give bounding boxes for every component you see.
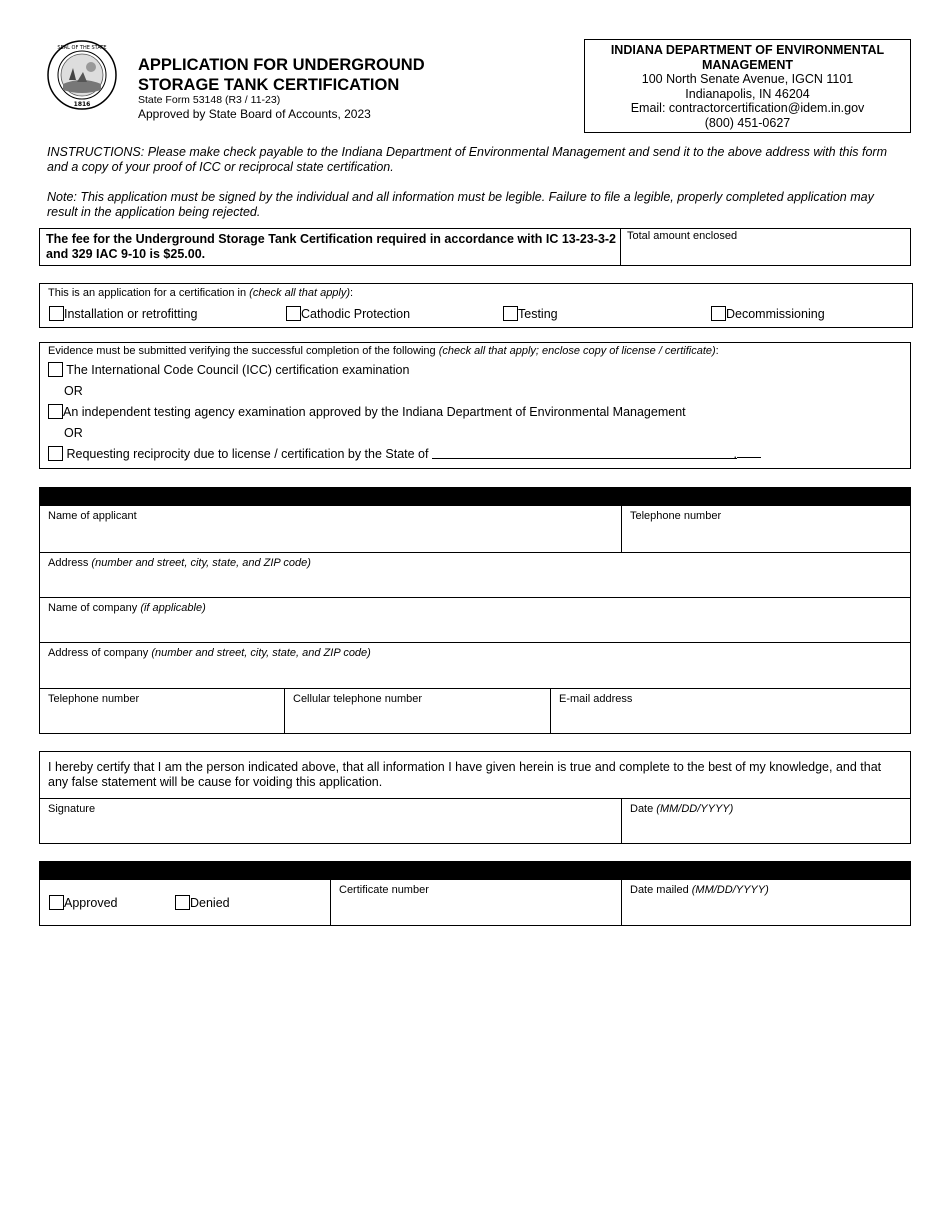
installation-checkbox[interactable] (49, 306, 64, 321)
applicant-name-label: Name of applicant (48, 510, 137, 522)
cellular-field[interactable]: Cellular telephone number (284, 689, 550, 733)
form-number: State Form 53148 (R3 / 11-23) (138, 94, 281, 106)
evidence-label: Evidence must be submitted verifying the successful completion of the following (check all that apply; enclose copy of license / certificate): (48, 345, 719, 357)
office-use-table (39, 880, 911, 926)
certification-row-1 (40, 752, 910, 798)
state-name-field[interactable]: . (432, 447, 737, 459)
agency-box (584, 39, 911, 133)
svg-text:1816: 1816 (73, 101, 91, 108)
certification-row-2 (40, 798, 910, 843)
email-field[interactable]: E-mail address (550, 689, 910, 733)
or-1: OR (64, 384, 83, 398)
applicant-row-3 (40, 597, 910, 642)
applicant-address-field[interactable]: Address (number and street, city, state, and ZIP code) (48, 557, 311, 569)
applicant-section-bar (39, 487, 911, 506)
title-line-2: STORAGE TANK CERTIFICATION (138, 76, 400, 94)
total-amount-label: Total amount enclosed (627, 230, 738, 242)
certification-type-box (39, 283, 913, 328)
fee-box (39, 228, 911, 266)
denied-option[interactable]: Denied (175, 895, 230, 910)
date-field[interactable]: Date (MM/DD/YYYY) (621, 799, 910, 843)
evidence-box (39, 342, 911, 469)
office-use-bar (39, 861, 911, 880)
certification-table (39, 751, 911, 844)
certificate-number-field[interactable]: Certificate number (330, 880, 621, 925)
icc-checkbox[interactable] (48, 362, 63, 377)
applicant-row-2 (40, 552, 910, 597)
state-seal (47, 40, 117, 110)
approval-note: Approved by State Board of Accounts, 2023 (138, 107, 371, 121)
agency-address: 100 North Senate Avenue, IGCN 1101 (641, 72, 854, 86)
decision-cell (40, 880, 330, 925)
applicant-row-1 (40, 506, 910, 552)
title-line-1: APPLICATION FOR UNDERGROUND (138, 56, 425, 74)
evidence-testing-agency[interactable]: An independent testing agency examination approved by the Indiana Department of Environmental Management (48, 404, 686, 419)
date-mailed-field[interactable]: Date mailed (MM/DD/YYYY) (621, 880, 910, 925)
evidence-reciprocity[interactable]: Requesting reciprocity due to license / certification by the State of . (48, 446, 761, 461)
agency-name-1: INDIANA DEPARTMENT OF ENVIRONMENTAL (610, 43, 885, 57)
testing-checkbox[interactable] (503, 306, 518, 321)
company-address-field[interactable]: Address of company (number and street, city, state, and ZIP code) (48, 647, 371, 659)
approved-checkbox[interactable] (49, 895, 64, 910)
applicant-telephone-label: Telephone number (630, 510, 722, 522)
option-installation[interactable]: Installation or retrofitting (49, 306, 197, 321)
office-use-row (40, 880, 910, 925)
applicant-row-5 (40, 688, 910, 733)
fee-text: The fee for the Underground Storage Tank Certification required in accordance with IC 13-23-3-2 and 329 IAC 9-10 is $25.00. (46, 232, 617, 261)
reciprocity-checkbox[interactable] (48, 446, 63, 461)
applicant-telephone-field[interactable] (621, 506, 910, 552)
form-title (138, 55, 458, 95)
decommissioning-checkbox[interactable] (711, 306, 726, 321)
agency-city: Indianapolis, IN 46204 (685, 86, 810, 101)
note: Note: This application must be signed by the individual and all information must be legible. Failure to file a legible, properly completed application may result in the application being rejected. (47, 190, 874, 219)
telephone-field[interactable]: Telephone number (48, 693, 140, 705)
certification-type-label: This is an application for a certification in (check all that apply): (48, 287, 354, 299)
applicant-name-field[interactable] (40, 506, 621, 552)
instructions: INSTRUCTIONS: Please make check payable to the Indiana Department of Environmental Management and send it to the above address with this form and a copy of your proof of ICC or reciprocal state certification. (47, 145, 888, 174)
or-2: OR (64, 426, 83, 440)
agency-email: Email: contractorcertification@idem.in.gov (630, 101, 865, 115)
agency-phone: (800) 451-0627 (704, 115, 791, 130)
applicant-row-4 (40, 642, 910, 688)
applicant-table (39, 506, 911, 734)
fee-divider (620, 229, 621, 265)
denied-checkbox[interactable] (175, 895, 190, 910)
state-line-end (737, 446, 761, 458)
cathodic-checkbox[interactable] (286, 306, 301, 321)
company-name-field[interactable]: Name of company (if applicable) (48, 602, 206, 614)
testing-agency-checkbox[interactable] (48, 404, 63, 419)
agency-name-2: MANAGEMENT (702, 57, 793, 72)
svg-text:SEAL OF THE STATE: SEAL OF THE STATE (57, 45, 107, 51)
approved-option[interactable]: Approved (49, 895, 118, 910)
evidence-icc[interactable]: The International Code Council (ICC) certification examination (48, 362, 409, 377)
signature-field[interactable]: Signature (48, 803, 96, 815)
total-amount-field[interactable] (627, 230, 737, 242)
option-cathodic[interactable]: Cathodic Protection (286, 306, 410, 321)
option-testing[interactable]: Testing (503, 306, 558, 321)
option-decommissioning[interactable]: Decommissioning (711, 306, 825, 321)
certification-statement: I hereby certify that I am the person indicated above, that all information I have given herein is true and complete to the best of my knowledge, and that any false statement will be cause for voiding this application. (48, 760, 882, 789)
